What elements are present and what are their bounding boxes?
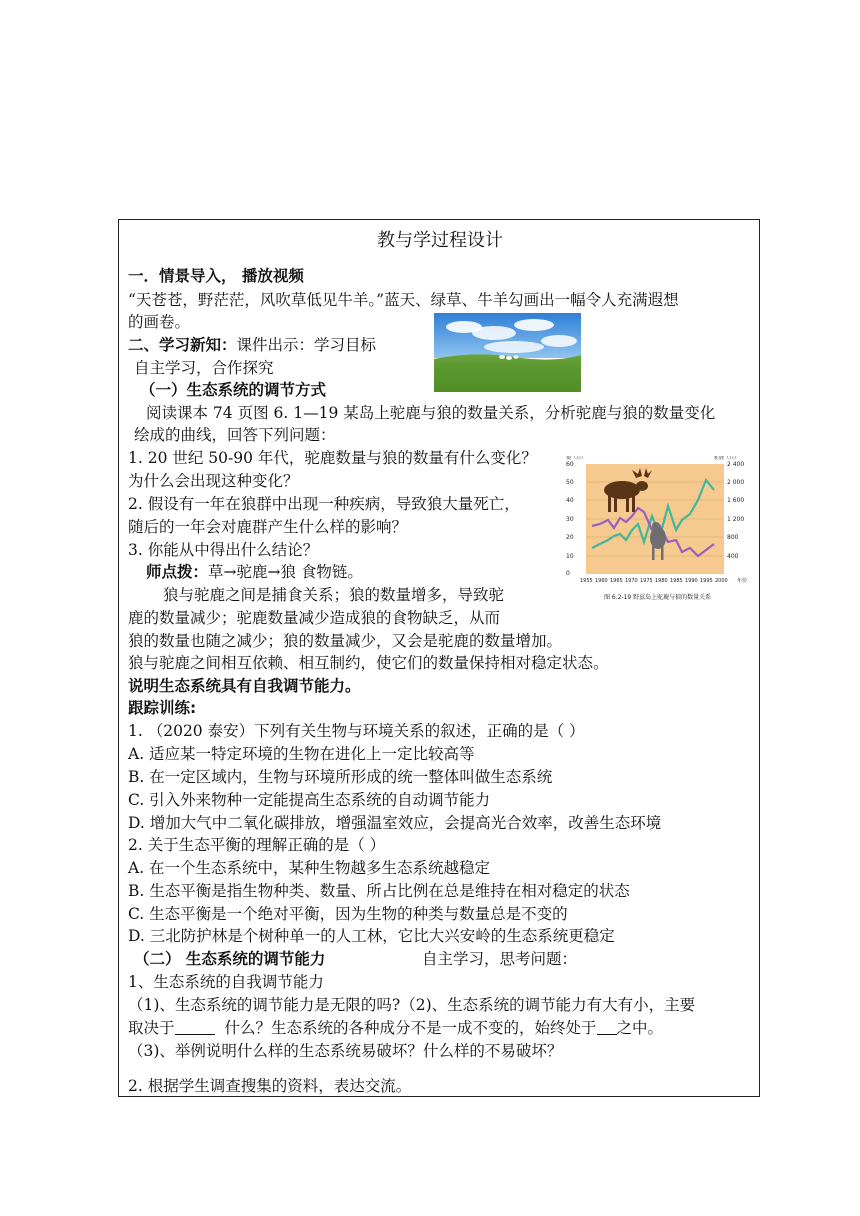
- right-tick-1600: 1 600: [727, 497, 745, 504]
- left-tick-50: 50: [566, 479, 574, 486]
- sub1-heading: （一）生态系统的调节方式: [140, 381, 327, 399]
- left-tick-20: 20: [566, 534, 574, 541]
- explanation-line3: 狼的数量也随之减少；狼的数量减少，又会是驼鹿的数量增加。: [128, 632, 563, 650]
- x-tick-1985: 1985: [670, 578, 683, 584]
- right-tick-400: 400: [727, 553, 739, 560]
- answer-blank-1: [175, 1019, 215, 1035]
- x-tick-1980: 1980: [655, 578, 668, 584]
- right-tick-800: 800: [727, 534, 739, 541]
- final-activity: 2. 根据学生调查搜集的资料，表达交流。: [128, 1077, 412, 1095]
- moose-wolf-figure: [564, 456, 756, 606]
- page-title: 教与学过程设计: [377, 230, 503, 251]
- read-line1: 阅读课本 74 页图 6. 1—19 某岛上驼鹿与狼的数量关系，分析驼鹿与狼的数量变化: [146, 404, 716, 422]
- ability-q2-part1: 取决于: [128, 1019, 175, 1037]
- exercise2-option-b: B. 生态平衡是指生物种类、数量、所占比例在总是维持在相对稳定的状态: [128, 882, 630, 900]
- read-line2: 绘成的曲线，回答下列问题：: [134, 426, 336, 444]
- exercise1-option-a: A. 适应某一特定环境的生物在进化上一定比较高等: [128, 745, 475, 763]
- section1-heading: 一．情景导入， 播放视频: [128, 267, 304, 285]
- x-unit: 年份: [737, 578, 748, 584]
- exercise2-option-c: C. 生态平衡是一个绝对平衡，因为生物的种类与数量总是不变的: [128, 905, 568, 923]
- exercise1-option-c: C. 引入外来物种一定能提高生态系统的自动调节能力: [128, 791, 491, 809]
- x-tick-1965: 1965: [610, 578, 623, 584]
- right-tick-2000: 2 000: [727, 479, 745, 486]
- left-unit: 狼（只）: [566, 456, 587, 461]
- teacher-text: 草→驼鹿→狼 食物链。: [208, 563, 363, 581]
- question3: 3. 你能从中得出什么结论？: [128, 541, 319, 559]
- poem-line2: 的画卷。: [128, 313, 191, 331]
- x-tick-1960: 1960: [595, 578, 608, 584]
- answer-blank-2: [597, 1019, 617, 1035]
- question1-line1: 1. 20 世纪 50-90 年代，驼鹿数量与狼的数量有什么变化？: [128, 449, 537, 467]
- sub2-heading: （二） 生态系统的调节能力: [134, 950, 326, 968]
- ability-q2-part2: 什么？生态系统的各种成分不是一成不变的，始终处于: [224, 1019, 597, 1037]
- x-tick-1970: 1970: [625, 578, 638, 584]
- section2-line: [128, 334, 376, 356]
- section2-heading: 二、学习新知：: [128, 336, 237, 354]
- right-unit: 驼鹿（只）: [714, 456, 740, 461]
- exercise2-stem: 2. 关于生态平衡的理解正确的是（ ）: [128, 836, 386, 854]
- explanation-line4: 狼与驼鹿之间相互依赖、相互制约，使它们的数量保持相对稳定状态。: [128, 654, 609, 672]
- poem-line1: “天苍苍，野茫茫，风吹草低见牛羊。”蓝天、绿草、牛羊勾画出一幅令人充满遐想: [128, 291, 679, 309]
- ability-q2-part3: 之中。: [616, 1019, 664, 1037]
- conclusion: 说明生态系统具有自我调节能力。: [128, 677, 361, 695]
- x-tick-1995: 1995: [700, 578, 713, 584]
- right-tick-1200: 1 200: [727, 516, 745, 523]
- self-study-text: 自主学习，合作探究: [134, 359, 274, 377]
- explanation-line1: 狼与驼鹿之间是捕食关系；狼的数量增多，导致驼: [163, 586, 505, 604]
- question2-line1: 2. 假设有一年在狼群中出现一种疾病，导致狼大量死亡，: [128, 495, 520, 513]
- section2-text: 课件出示：学习目标: [236, 336, 377, 354]
- question1-line2: 为什么会出现这种变化？: [128, 472, 299, 490]
- practice-heading: 跟踪训练:: [128, 699, 197, 717]
- left-tick-30: 30: [566, 516, 574, 523]
- x-tick-1975: 1975: [640, 578, 653, 584]
- grassland-photo: [434, 313, 581, 392]
- sub2-side-text: 自主学习，思考问题：: [422, 950, 578, 968]
- right-tick-2400: 2 400: [727, 461, 745, 468]
- ability-question3: （3)、举例说明什么样的生态系统易破坏？什么样的不易破坏？: [128, 1042, 563, 1060]
- exercise2-option-d: D. 三北防护林是个树种单一的人工林，它比大兴安岭的生态系统更稳定: [128, 927, 615, 945]
- teacher-tip: [146, 561, 363, 583]
- exercise1-option-b: B. 在一定区域内，生物与环境所形成的统一整体叫做生态系统: [128, 768, 553, 786]
- teacher-label: 师点拨：: [146, 563, 209, 581]
- ability-heading: 1、生态系统的自我调节能力: [128, 973, 324, 991]
- x-tick-1955: 1955: [580, 578, 593, 584]
- left-tick-60: 60: [566, 461, 574, 468]
- exercise2-option-a: A. 在一个生态系统中，某种生物越多生态系统越稳定: [128, 859, 491, 877]
- left-tick-0: 0: [566, 570, 570, 577]
- x-tick-2000: 2000: [715, 578, 728, 584]
- lesson-frame: [118, 219, 760, 1097]
- explanation-line2: 鹿的数量减少；驼鹿数量减少造成狼的食物缺乏，从而: [128, 609, 501, 627]
- exercise1-option-d: D. 增加大气中二氧化碳排放，增强温室效应，会提高光合效率，改善生态环境: [128, 814, 662, 832]
- left-tick-40: 40: [566, 497, 574, 504]
- exercise1-stem: 1. （2020 泰安）下列有关生物与环境关系的叙述，正确的是（ ）: [128, 722, 585, 740]
- figure-caption: 图 6.2-19 野兹岛上驼鹿与狼的数量关系: [604, 594, 712, 601]
- x-tick-1990: 1990: [685, 578, 698, 584]
- ability-question1: （1)、生态系统的调节能力是无限的吗?（2)、生态系统的调节能力有大有小，主要: [128, 996, 696, 1014]
- left-tick-10: 10: [566, 553, 574, 560]
- ability-question2: [128, 1017, 663, 1039]
- question2-line2: 随后的一年会对鹿群产生什么样的影响？: [128, 518, 408, 536]
